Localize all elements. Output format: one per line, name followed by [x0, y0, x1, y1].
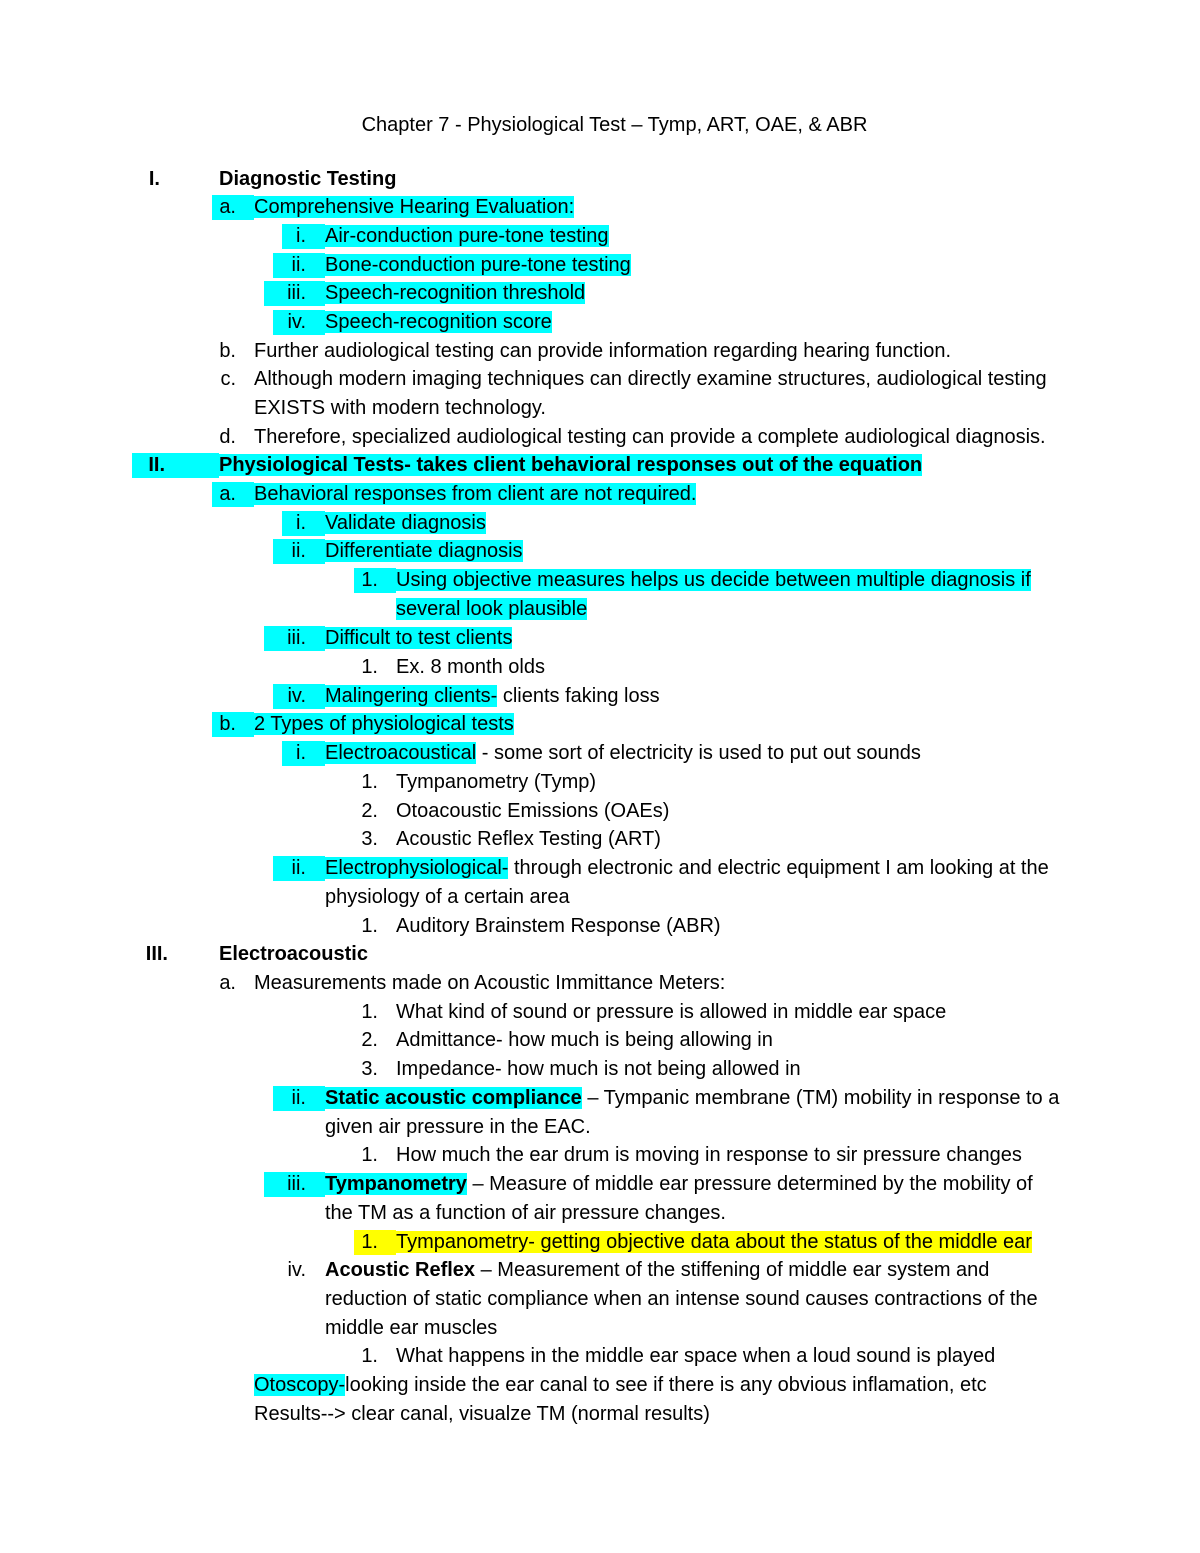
term-definition: clients faking loss	[497, 685, 660, 707]
list-marker: 3.	[361, 1058, 378, 1080]
list-marker: i.	[296, 225, 306, 247]
outline-line	[0, 825, 1200, 853]
list-item-text	[396, 1055, 801, 1083]
line-text: Using objective measures helps us decide between multiple diagnosis if	[396, 569, 1031, 591]
list-marker: a.	[219, 972, 236, 994]
outline-line	[0, 1400, 1200, 1428]
line-text: Bone-conduction pure-tone testing	[325, 254, 631, 276]
line-text: Otoacoustic Emissions (OAEs)	[396, 800, 670, 822]
list-marker: ii.	[291, 1087, 306, 1109]
list-item-text	[396, 797, 669, 825]
term-label: Acoustic Reflex	[325, 1259, 476, 1281]
list-item-text	[325, 854, 1049, 882]
outline-line	[0, 854, 1200, 882]
outline-line	[0, 1113, 1200, 1141]
list-item-text	[325, 739, 921, 767]
line-text: Electroacoustic	[219, 943, 368, 965]
list-item-text	[254, 1371, 987, 1399]
outline-line	[0, 1199, 1200, 1227]
term-label: Electrophysiological-	[325, 857, 509, 879]
line-text: EXISTS with modern technology.	[254, 397, 546, 419]
list-marker: iii.	[287, 627, 306, 649]
line-text: Further audiological testing can provide information regarding hearing function.	[254, 340, 952, 362]
line-text: middle ear muscles	[325, 1317, 498, 1339]
list-item-text	[254, 969, 725, 997]
list-marker: 2.	[361, 1029, 378, 1051]
term-definition: – Measurement of the stiffening of middle ear system and	[475, 1259, 990, 1281]
outline-line	[0, 365, 1200, 393]
outline-line	[0, 1141, 1200, 1169]
line-text: Tympanometry (Tymp)	[396, 771, 597, 793]
list-marker: iii.	[287, 1173, 306, 1195]
list-item-text	[254, 193, 574, 221]
outline-line	[0, 1371, 1200, 1399]
list-marker: c.	[220, 368, 236, 390]
page-title: Chapter 7 - Physiological Test – Tymp, ART, OAE, & ABR	[361, 114, 868, 136]
outline-line	[0, 1026, 1200, 1054]
outline-line	[0, 251, 1200, 279]
outline-line	[0, 682, 1200, 710]
line-text: Air-conduction pure-tone testing	[325, 225, 609, 247]
list-item-text	[325, 1314, 497, 1342]
outline-line	[0, 1228, 1200, 1256]
outline-line	[0, 566, 1200, 594]
outline-line	[0, 912, 1200, 940]
list-item-text	[396, 653, 545, 681]
line-text: Validate diagnosis	[325, 512, 486, 534]
list-item-text	[254, 480, 696, 508]
list-item-text	[254, 394, 546, 422]
outline-line	[0, 1256, 1200, 1284]
term-label: Static acoustic compliance	[325, 1087, 582, 1109]
list-marker: 1.	[361, 915, 378, 937]
highlight-marker	[132, 453, 219, 478]
list-marker: b.	[219, 340, 236, 362]
list-marker: i.	[296, 742, 306, 764]
list-item-text	[325, 1199, 726, 1227]
line-text: Measurements made on Acoustic Immittance Meters:	[254, 972, 726, 994]
list-marker: II.	[148, 454, 165, 476]
term-label: Electroacoustical	[325, 742, 477, 764]
list-item-text	[325, 222, 609, 250]
list-marker: b.	[219, 713, 236, 735]
outline-line	[0, 279, 1200, 307]
line-text: 2 Types of physiological tests	[254, 713, 514, 735]
list-item-text	[254, 710, 514, 738]
list-marker: iv.	[287, 311, 306, 333]
list-item-text	[396, 912, 721, 940]
list-item-text	[396, 998, 946, 1026]
list-marker: ii.	[291, 254, 306, 276]
list-marker: d.	[219, 426, 236, 448]
list-marker: 1.	[361, 1345, 378, 1367]
list-item-text	[254, 423, 1046, 451]
list-item-text	[325, 279, 585, 307]
list-item-text	[396, 768, 596, 796]
line-text: What happens in the middle ear space when a loud sound is played	[396, 1345, 996, 1367]
line-text: Comprehensive Hearing Evaluation:	[254, 196, 575, 218]
list-marker: iv.	[287, 1259, 306, 1281]
outline-line	[0, 1342, 1200, 1370]
list-marker: 2.	[361, 800, 378, 822]
line-text: Differentiate diagnosis	[325, 540, 523, 562]
line-text: Diagnostic Testing	[219, 168, 397, 190]
list-item-text	[396, 1342, 995, 1370]
list-item-text	[254, 337, 951, 365]
line-text: Speech-recognition threshold	[325, 282, 586, 304]
list-item-text	[219, 451, 922, 479]
outline-line	[0, 883, 1200, 911]
outline-line	[0, 480, 1200, 508]
list-marker: a.	[219, 483, 236, 505]
outline-line	[0, 1314, 1200, 1342]
line-text: Although modern imaging techniques can directly examine structures, audiological testing	[254, 368, 1047, 390]
list-marker: III.	[145, 943, 168, 965]
list-item-text	[325, 1084, 1059, 1112]
outline-line	[0, 423, 1200, 451]
list-item-text	[219, 940, 368, 968]
outline-line	[0, 193, 1200, 221]
outline-line	[0, 394, 1200, 422]
list-item-text	[396, 595, 587, 623]
list-item-text	[396, 566, 1031, 594]
line-text: Admittance- how much is being allowing in	[396, 1029, 773, 1051]
outline-line	[0, 1084, 1200, 1112]
list-item-text	[325, 1170, 1033, 1198]
line-text: Physiological Tests- takes client behavioral responses out of the equation	[219, 454, 923, 476]
list-marker: 1.	[361, 771, 378, 793]
list-item-text	[325, 1285, 1038, 1313]
term-label: Malingering clients-	[325, 685, 498, 707]
line-text: Speech-recognition score	[325, 311, 552, 333]
list-item-text	[325, 682, 660, 710]
outline-line	[0, 337, 1200, 365]
outline-line	[0, 165, 1200, 193]
list-item-text	[219, 165, 396, 193]
list-item-text	[254, 1400, 710, 1428]
list-marker: 1.	[361, 1001, 378, 1023]
list-item-text	[396, 825, 661, 853]
outline-line	[0, 998, 1200, 1026]
term-label: Tympanometry	[325, 1173, 467, 1195]
line-text: reduction of static compliance when an intense sound causes contractions of the	[325, 1288, 1038, 1310]
list-marker: ii.	[291, 540, 306, 562]
outline-line	[0, 1170, 1200, 1198]
list-item-text	[325, 509, 486, 537]
line-text: Difficult to test clients	[325, 627, 513, 649]
term-definition: through electronic and electric equipment I am looking at the	[508, 857, 1049, 879]
line-text: Behavioral responses from client are not required.	[254, 483, 697, 505]
list-marker: 1.	[361, 569, 378, 591]
line-text: How much the ear drum is moving in response to sir pressure changes	[396, 1144, 1022, 1166]
line-text: Tympanometry- getting objective data about the status of the middle ear	[396, 1231, 1032, 1253]
line-text: What kind of sound or pressure is allowed in middle ear space	[396, 1001, 947, 1023]
list-item-text	[325, 1113, 591, 1141]
outline-line	[0, 940, 1200, 968]
list-marker: 1.	[361, 1231, 378, 1253]
list-item-text	[325, 537, 523, 565]
list-item-text	[325, 251, 631, 279]
list-marker: 1.	[361, 1144, 378, 1166]
outline-line	[0, 595, 1200, 623]
line-text: Ex. 8 month olds	[396, 656, 545, 678]
line-text: Results--> clear canal, visualze TM (normal results)	[254, 1403, 710, 1425]
outline-line	[0, 1285, 1200, 1313]
line-text: given air pressure in the EAC.	[325, 1116, 591, 1138]
outline-line	[0, 768, 1200, 796]
list-item-text	[254, 365, 1047, 393]
line-text: Impedance- how much is not being allowed in	[396, 1058, 801, 1080]
line-text: Auditory Brainstem Response (ABR)	[396, 915, 721, 937]
term-definition: - some sort of electricity is used to put out sounds	[476, 742, 921, 764]
term-label: Otoscopy-	[254, 1374, 346, 1396]
outline-line	[0, 710, 1200, 738]
line-text: physiology of a certain area	[325, 886, 570, 908]
outline-line	[0, 653, 1200, 681]
list-marker: 1.	[361, 656, 378, 678]
line-text: the TM as a function of air pressure changes.	[325, 1202, 726, 1224]
list-marker: 3.	[361, 828, 378, 850]
outline-line	[0, 1055, 1200, 1083]
list-marker: I.	[148, 168, 160, 190]
list-marker: a.	[219, 196, 236, 218]
list-marker: i.	[296, 512, 306, 534]
term-definition: looking inside the ear canal to see if there is any obvious inflamation, etc	[345, 1374, 987, 1396]
outline-line	[0, 451, 1200, 479]
term-definition: – Measure of middle ear pressure determined by the mobility of	[466, 1173, 1033, 1195]
term-definition: – Tympanic membrane (TM) mobility in response to a	[581, 1087, 1060, 1109]
list-item-text	[325, 624, 512, 652]
list-item-text	[396, 1141, 1022, 1169]
list-marker: iii.	[287, 282, 306, 304]
outline-line	[0, 537, 1200, 565]
list-item-text	[396, 1026, 773, 1054]
list-marker: iv.	[287, 685, 306, 707]
line-text: Acoustic Reflex Testing (ART)	[396, 828, 661, 850]
outline-line	[0, 797, 1200, 825]
outline-line	[0, 308, 1200, 336]
list-item-text	[325, 308, 552, 336]
outline-line	[0, 739, 1200, 767]
list-marker: ii.	[291, 857, 306, 879]
outline-line	[0, 624, 1200, 652]
list-item-text	[325, 883, 570, 911]
outline-line	[0, 509, 1200, 537]
outline-line	[0, 969, 1200, 997]
list-item-text	[396, 1228, 1032, 1256]
line-text: Therefore, specialized audiological testing can provide a complete audiological diagnosis.	[254, 426, 1046, 448]
line-text: several look plausible	[396, 598, 588, 620]
list-item-text	[325, 1256, 989, 1284]
outline-line	[0, 222, 1200, 250]
